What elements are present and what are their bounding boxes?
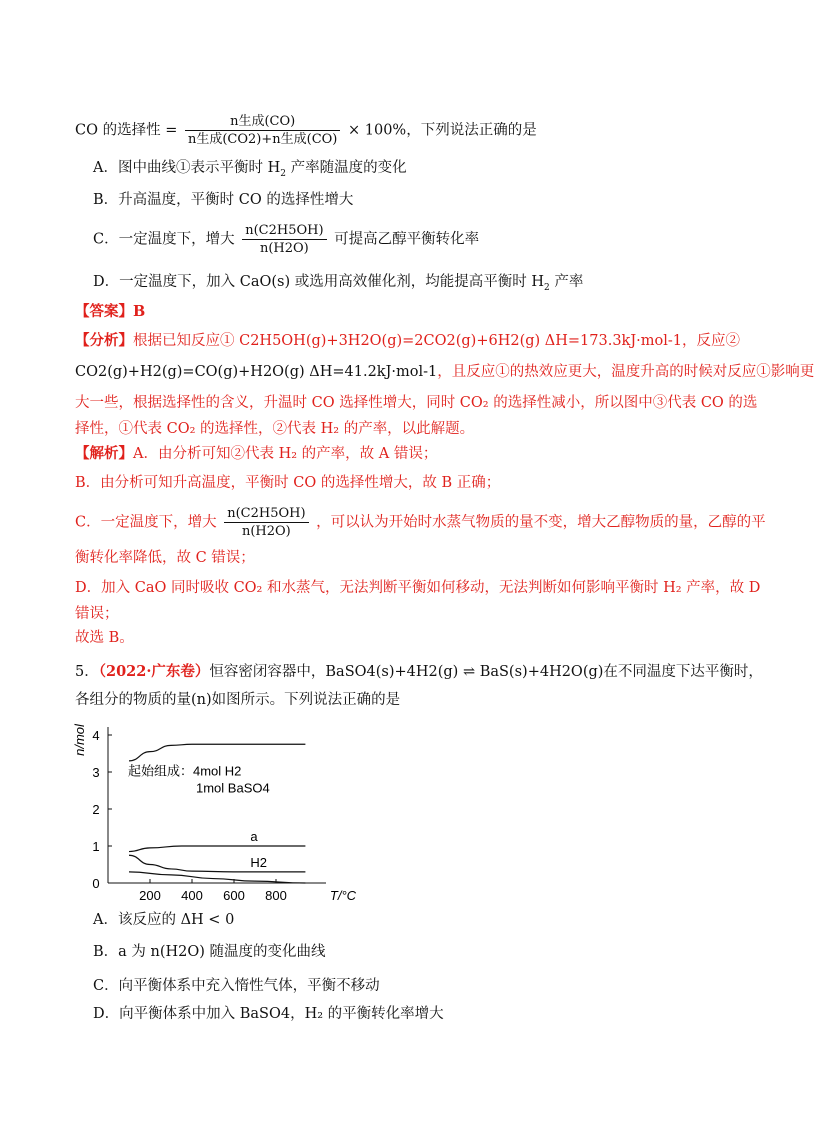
series-label-a: a bbox=[250, 829, 258, 844]
x-tick-label: 400 bbox=[181, 888, 203, 903]
q5-equation: BaSO4(s)+4H2(g) ⇌ BaS(s)+4H2O(g) bbox=[325, 664, 604, 680]
chart-annotation-line-1: 起始组成：4mol H2 bbox=[128, 763, 242, 779]
q5-option-c: C．向平衡体系中充入惰性气体，平衡不移动 bbox=[93, 978, 380, 994]
co-selectivity-definition: CO 的选择性 = $\frac{\text{n生成(CO)}}{\text{n生成(CO2)+n生成(CO)}}$ × 100%，下列说法正确的是 bbox=[75, 114, 537, 147]
explanation-a: 【解析】A．由分析可知②代表 H₂ 的产率，故 A 错误； bbox=[75, 445, 438, 462]
y-tick-label: 0 bbox=[92, 876, 100, 891]
series-line-H2 bbox=[129, 855, 305, 872]
selectivity-fraction: $\frac{\text{n生成(CO)}}{\text{n生成(CO2)+n生成(CO)}}$ bbox=[185, 113, 340, 148]
analysis-line-1: 【分析】根据已知反应① C2H5OH(g)+3H2O(g)=2CO2(g)+6H2(g) ΔH=173.3kJ·mol-1，反应② bbox=[75, 332, 741, 349]
y-tick-label: 4 bbox=[92, 728, 100, 743]
explanation-d: D．加入 CaO 同时吸收 CO₂ 和水蒸气，无法判断平衡如何移动，无法判断如何影响平衡时 H₂ 产率，故 D bbox=[75, 580, 761, 596]
q5-option-d: D．向平衡体系中加入 BaSO4，H₂ 的平衡转化率增大 bbox=[93, 1006, 444, 1022]
option-c-fraction: $\frac{n(C2H5OH)}{n(H2O)}$ bbox=[242, 222, 326, 257]
q4-option-a: A．图中曲线①表示平衡时 $H_2$ 产率随温度的变化 bbox=[93, 160, 407, 179]
series-line-a bbox=[129, 846, 305, 852]
x-tick-label: 800 bbox=[265, 888, 287, 903]
x-tick-label: 600 bbox=[223, 888, 245, 903]
series-label-H2: H2 bbox=[250, 854, 268, 870]
y-tick-label: 2 bbox=[92, 802, 100, 817]
q5-stem-2: 各组分的物质的量(n)如图所示。下列说法正确的是 bbox=[75, 692, 401, 708]
q4-option-c: C．一定温度下，增大 $\frac{n(C2H5OH)}{n(H2O)}$ 可提高乙醇平衡转化率 bbox=[93, 223, 480, 256]
x-axis-label: T/°C bbox=[329, 888, 357, 903]
y-tick-label: 3 bbox=[92, 765, 100, 780]
q5-stem: 5．（2022·广东卷）恒容密闭容器中，BaSO4(s)+4H2(g) ⇌ BaS(s)+4H2O(g)在不同温度下达平衡时， bbox=[75, 663, 763, 680]
explanation-c-2: 衡转化率降低，故 C 错误； bbox=[75, 550, 255, 566]
analysis-line-2: CO2(g)+H2(g)=CO(g)+H2O(g) ΔH=41.2kJ·mol-1，且反应①的热效应更大，温度升高的时候对反应①影响更 bbox=[75, 364, 814, 380]
answer-line: 【答案】B bbox=[75, 303, 146, 320]
explanation-c-fraction: $\frac{n(C2H5OH)}{n(H2O)}$ bbox=[224, 505, 308, 540]
explanation-c: C．一定温度下，增大 $\frac{n(C2H5OH)}{n(H2O)}$ ，可以认为开始时水蒸气物质的量不变，增大乙醇物质的量，乙醇的平 bbox=[75, 506, 766, 539]
chart-annotation-line-2: 1mol BaSO4 bbox=[196, 780, 270, 796]
q5-option-b: B．a 为 n(H2O) 随温度的变化曲线 bbox=[93, 944, 326, 960]
y-tick-label: 1 bbox=[92, 839, 100, 854]
explanation-b: B．由分析可知升高温度，平衡时 CO 的选择性增大，故 B 正确； bbox=[75, 475, 501, 491]
analysis-line-3: 大一些，根据选择性的含义，升温时 CO 选择性增大，同时 CO₂ 的选择性减小，所以图中③代表 CO 的选 bbox=[75, 395, 758, 411]
analysis-line-4: 择性，①代表 CO₂ 的选择性，②代表 H₂ 的产率，以此解题。 bbox=[75, 421, 475, 437]
equilibrium-chart bbox=[72, 720, 357, 910]
q4-option-b: B．升高温度，平衡时 CO 的选择性增大 bbox=[93, 192, 354, 208]
x-tick-label: 200 bbox=[139, 888, 161, 903]
q5-option-a: A．该反应的 ΔH < 0 bbox=[93, 912, 235, 928]
y-axis-label: n/mol bbox=[72, 724, 87, 756]
series-line-top bbox=[129, 744, 305, 761]
series-line-bottom bbox=[129, 872, 305, 883]
conclusion: 故选 B。 bbox=[75, 630, 134, 646]
q4-option-d: D．一定温度下，加入 CaO(s) 或选用高效催化剂，均能提高平衡时 $H_2$ 产率 bbox=[93, 274, 584, 293]
explanation-d-2: 错误； bbox=[75, 606, 119, 622]
